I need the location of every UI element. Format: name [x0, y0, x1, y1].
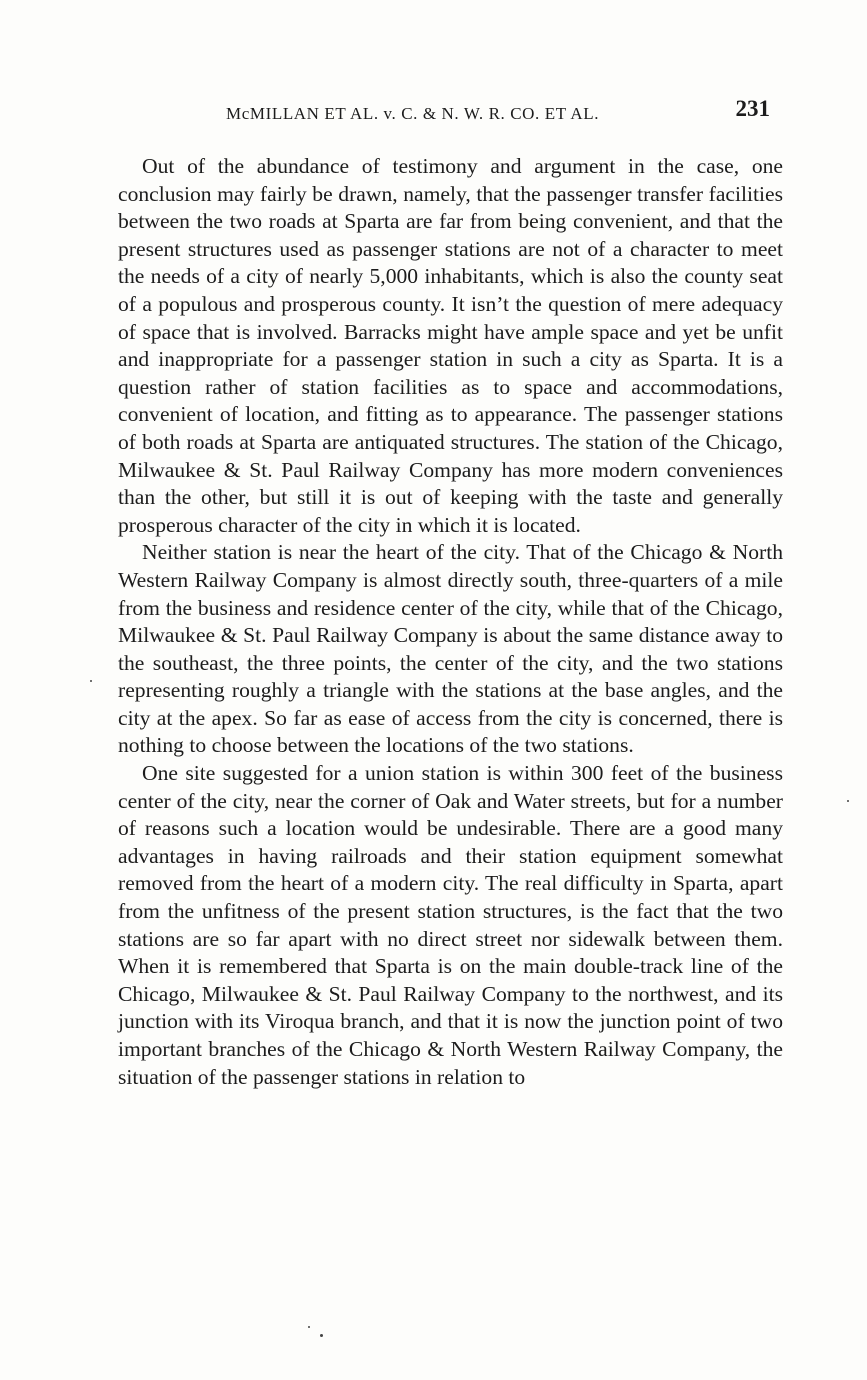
scan-speck	[320, 1334, 323, 1337]
body-text	[118, 153, 783, 1091]
paragraph-1: Out of the abundance of testimony and argument in the case, one conclusion may fairly be drawn, namely, that the passenger transfer facilities between the two roads at Sparta are far from being convenient, and that the present structures used as passenger stations are not of a character to meet the needs of a city of nearly 5,000 inhabitants, which is also the county seat of a populous and prosperous county. It isn’t the question of mere adequacy of space that is involved. Barracks might have ample space and yet be unfit and inappropriate for a passenger station in such a city as Sparta. It is a question rather of station facilities as to space and accommodations, convenient of location, and fitting as to appearance. The passenger stations of both roads at Sparta are antiquated structures. The station of the Chicago, Milwaukee & St. Paul Railway Company has more modern conveniences than the other, but still it is out of keeping with the taste and generally prosperous character of the city in which it is located.	[118, 154, 783, 537]
scan-speck	[90, 680, 92, 682]
running-title: McMILLAN ET AL. v. C. & N. W. R. CO. ET AL.	[226, 104, 600, 123]
paragraph-3: One site suggested for a union station is within 300 feet of the business center of the city, near the corner of Oak and Water streets, but for a number of reasons such a location would be undesirable. There are a good many advantages in having railroads and their station equipment somewhat removed from the heart of a modern city. The real difficulty in Sparta, apart from the unfitness of the present station structures, is the fact that the two stations are so far apart with no direct street nor sidewalk between them. When it is remembered that Sparta is on the main double-track line of the Chicago, Milwaukee & St. Paul Railway Company to the northwest, and its junction with its Viroqua branch, and that it is now the junction point of two important branches of the Chicago & North Western Railway Company, the situation of the passenger stations in relation to	[118, 761, 783, 1089]
scan-speck	[847, 800, 849, 802]
scan-speck	[308, 1326, 310, 1328]
page-number: 231	[735, 96, 770, 121]
running-head	[118, 96, 778, 130]
paragraph-2: Neither station is near the heart of the city. That of the Chicago & North Western Railway Company is almost directly south, three-quarters of a mile from the business and residence center of the city, while that of the Chicago, Milwaukee & St. Paul Railway Company is about the same distance away to the southeast, the three points, the center of the city, and the two stations representing roughly a triangle with the stations at the base angles, and the city at the apex. So far as ease of access from the city is concerned, there is nothing to choose between the locations of the two stations.	[118, 540, 783, 758]
